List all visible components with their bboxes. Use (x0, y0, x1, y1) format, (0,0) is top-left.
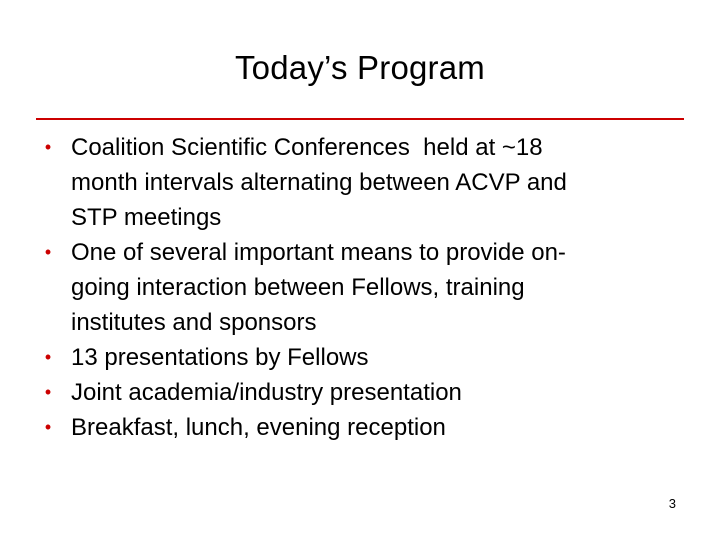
list-item (36, 340, 676, 375)
bullet-icon: • (44, 382, 52, 402)
page-number: 3 (668, 496, 676, 511)
bullet-icon: • (44, 347, 52, 367)
list-item (36, 130, 676, 235)
bullet-text: Coalition Scientific Conferences held at ~18 month intervals alternating between ACVP and STP meetings (71, 134, 567, 231)
bullet-icon: • (44, 137, 52, 157)
bullet-icon: • (44, 242, 52, 262)
bullet-text: One of several important means to provide on- going interaction between Fellows, training institutes and sponsors (71, 239, 566, 336)
title-divider (36, 118, 684, 120)
bullet-text: 13 presentations by Fellows (71, 344, 369, 371)
list-item (36, 375, 676, 410)
bullet-text: Joint academia/industry presentation (71, 379, 462, 406)
list-item (36, 235, 676, 340)
slide-title: Today’s Program (234, 49, 485, 86)
bullet-text: Breakfast, lunch, evening reception (71, 414, 446, 441)
bullet-icon: • (44, 417, 52, 437)
list-item (36, 410, 676, 445)
bullet-list (36, 130, 676, 445)
